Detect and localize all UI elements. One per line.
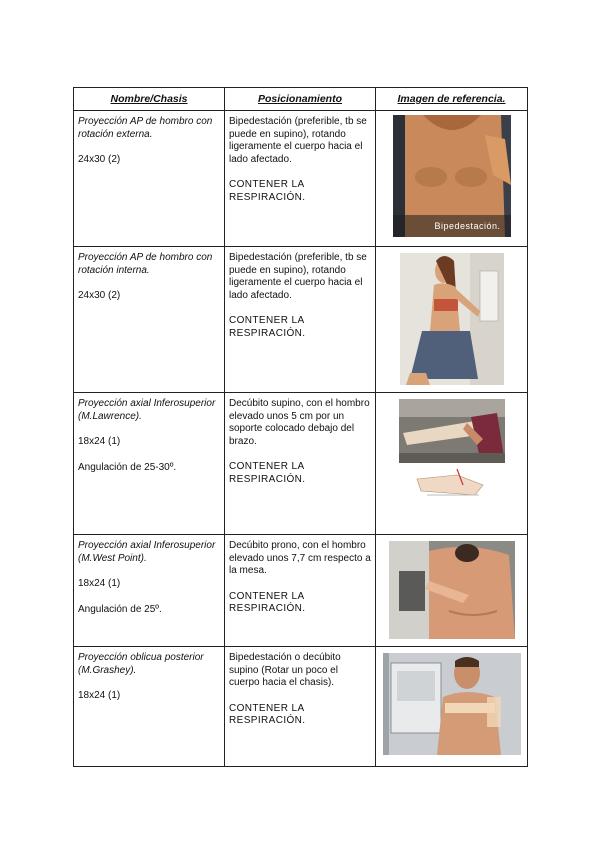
- cassette-size: 18x24 (1): [78, 436, 121, 447]
- header-image: Imagen de referencia.: [376, 88, 528, 111]
- position-cell: [225, 247, 376, 393]
- reference-image: [389, 541, 515, 639]
- table-row: [74, 535, 528, 647]
- reference-image: [400, 253, 504, 385]
- projection-name: Proyección oblicua posterior (M.Grashey).: [78, 652, 204, 676]
- table-row: [74, 393, 528, 535]
- position-text: Decúbito supino, con el hombro elevado unos 5 cm por un soporte colocado debajo del brazo.: [229, 398, 370, 447]
- name-cell: [74, 111, 225, 247]
- projection-name: Proyección axial Inferosuperior (M.West Point).: [78, 540, 216, 564]
- reference-image: [397, 399, 507, 527]
- breathing-note: CONTENER LA RESPIRACIÓN.: [229, 179, 306, 203]
- name-cell: [74, 393, 225, 535]
- table-row: [74, 247, 528, 393]
- image-caption: Bipedestación.: [393, 215, 511, 237]
- cassette-size: 24x30 (2): [78, 290, 121, 301]
- projection-name: Proyección AP de hombro con rotación interna.: [78, 252, 213, 276]
- table-row: [74, 111, 528, 247]
- image-cell: [376, 647, 528, 767]
- projection-table: [73, 87, 528, 767]
- cassette-size: 24x30 (2): [78, 154, 121, 165]
- table-row: [74, 647, 528, 767]
- header-name: Nombre/Chasis: [74, 88, 225, 111]
- image-cell: [376, 247, 528, 393]
- position-cell: [225, 111, 376, 247]
- angulation: Angulación de 25-30º.: [78, 461, 177, 473]
- reference-image: [383, 653, 521, 755]
- cassette-size: 18x24 (1): [78, 690, 121, 701]
- image-cell: [376, 393, 528, 535]
- position-cell: [225, 647, 376, 767]
- breathing-note: CONTENER LA RESPIRACIÓN.: [229, 461, 306, 485]
- image-cell: [376, 535, 528, 647]
- position-cell: [225, 535, 376, 647]
- name-cell: [74, 247, 225, 393]
- header-row: [74, 88, 528, 111]
- angulation: Angulación de 25º.: [78, 603, 162, 615]
- position-text: Bipedestación (preferible, tb se puede en supino), rotando ligeramente el cuerpo hacia el lado afectado.: [229, 116, 367, 165]
- name-cell: [74, 647, 225, 767]
- image-cell: [376, 111, 528, 247]
- breathing-note: CONTENER LA RESPIRACIÓN.: [229, 590, 306, 614]
- cassette-size: 18x24 (1): [78, 578, 121, 589]
- breathing-note: CONTENER LA RESPIRACIÓN.: [229, 702, 306, 726]
- header-position: Posicionamiento: [225, 88, 376, 111]
- breathing-note: CONTENER LA RESPIRACIÓN.: [229, 315, 306, 339]
- position-text: Bipedestación (preferible, tb se puede en supino), rotando ligeramente el cuerpo hacia el lado afectado.: [229, 252, 367, 301]
- projection-name: Proyección axial Inferosuperior (M.Lawrence).: [78, 398, 216, 422]
- position-cell: [225, 393, 376, 535]
- name-cell: [74, 535, 225, 647]
- reference-image: [393, 115, 511, 237]
- position-text: Bipedestación o decúbito supino (Rotar un poco el cuerpo hacia el chasis).: [229, 652, 341, 688]
- projection-name: Proyección AP de hombro con rotación externa.: [78, 116, 213, 140]
- position-text: Decúbito prono, con el hombro elevado unos 7,7 cm respecto a la mesa.: [229, 540, 371, 576]
